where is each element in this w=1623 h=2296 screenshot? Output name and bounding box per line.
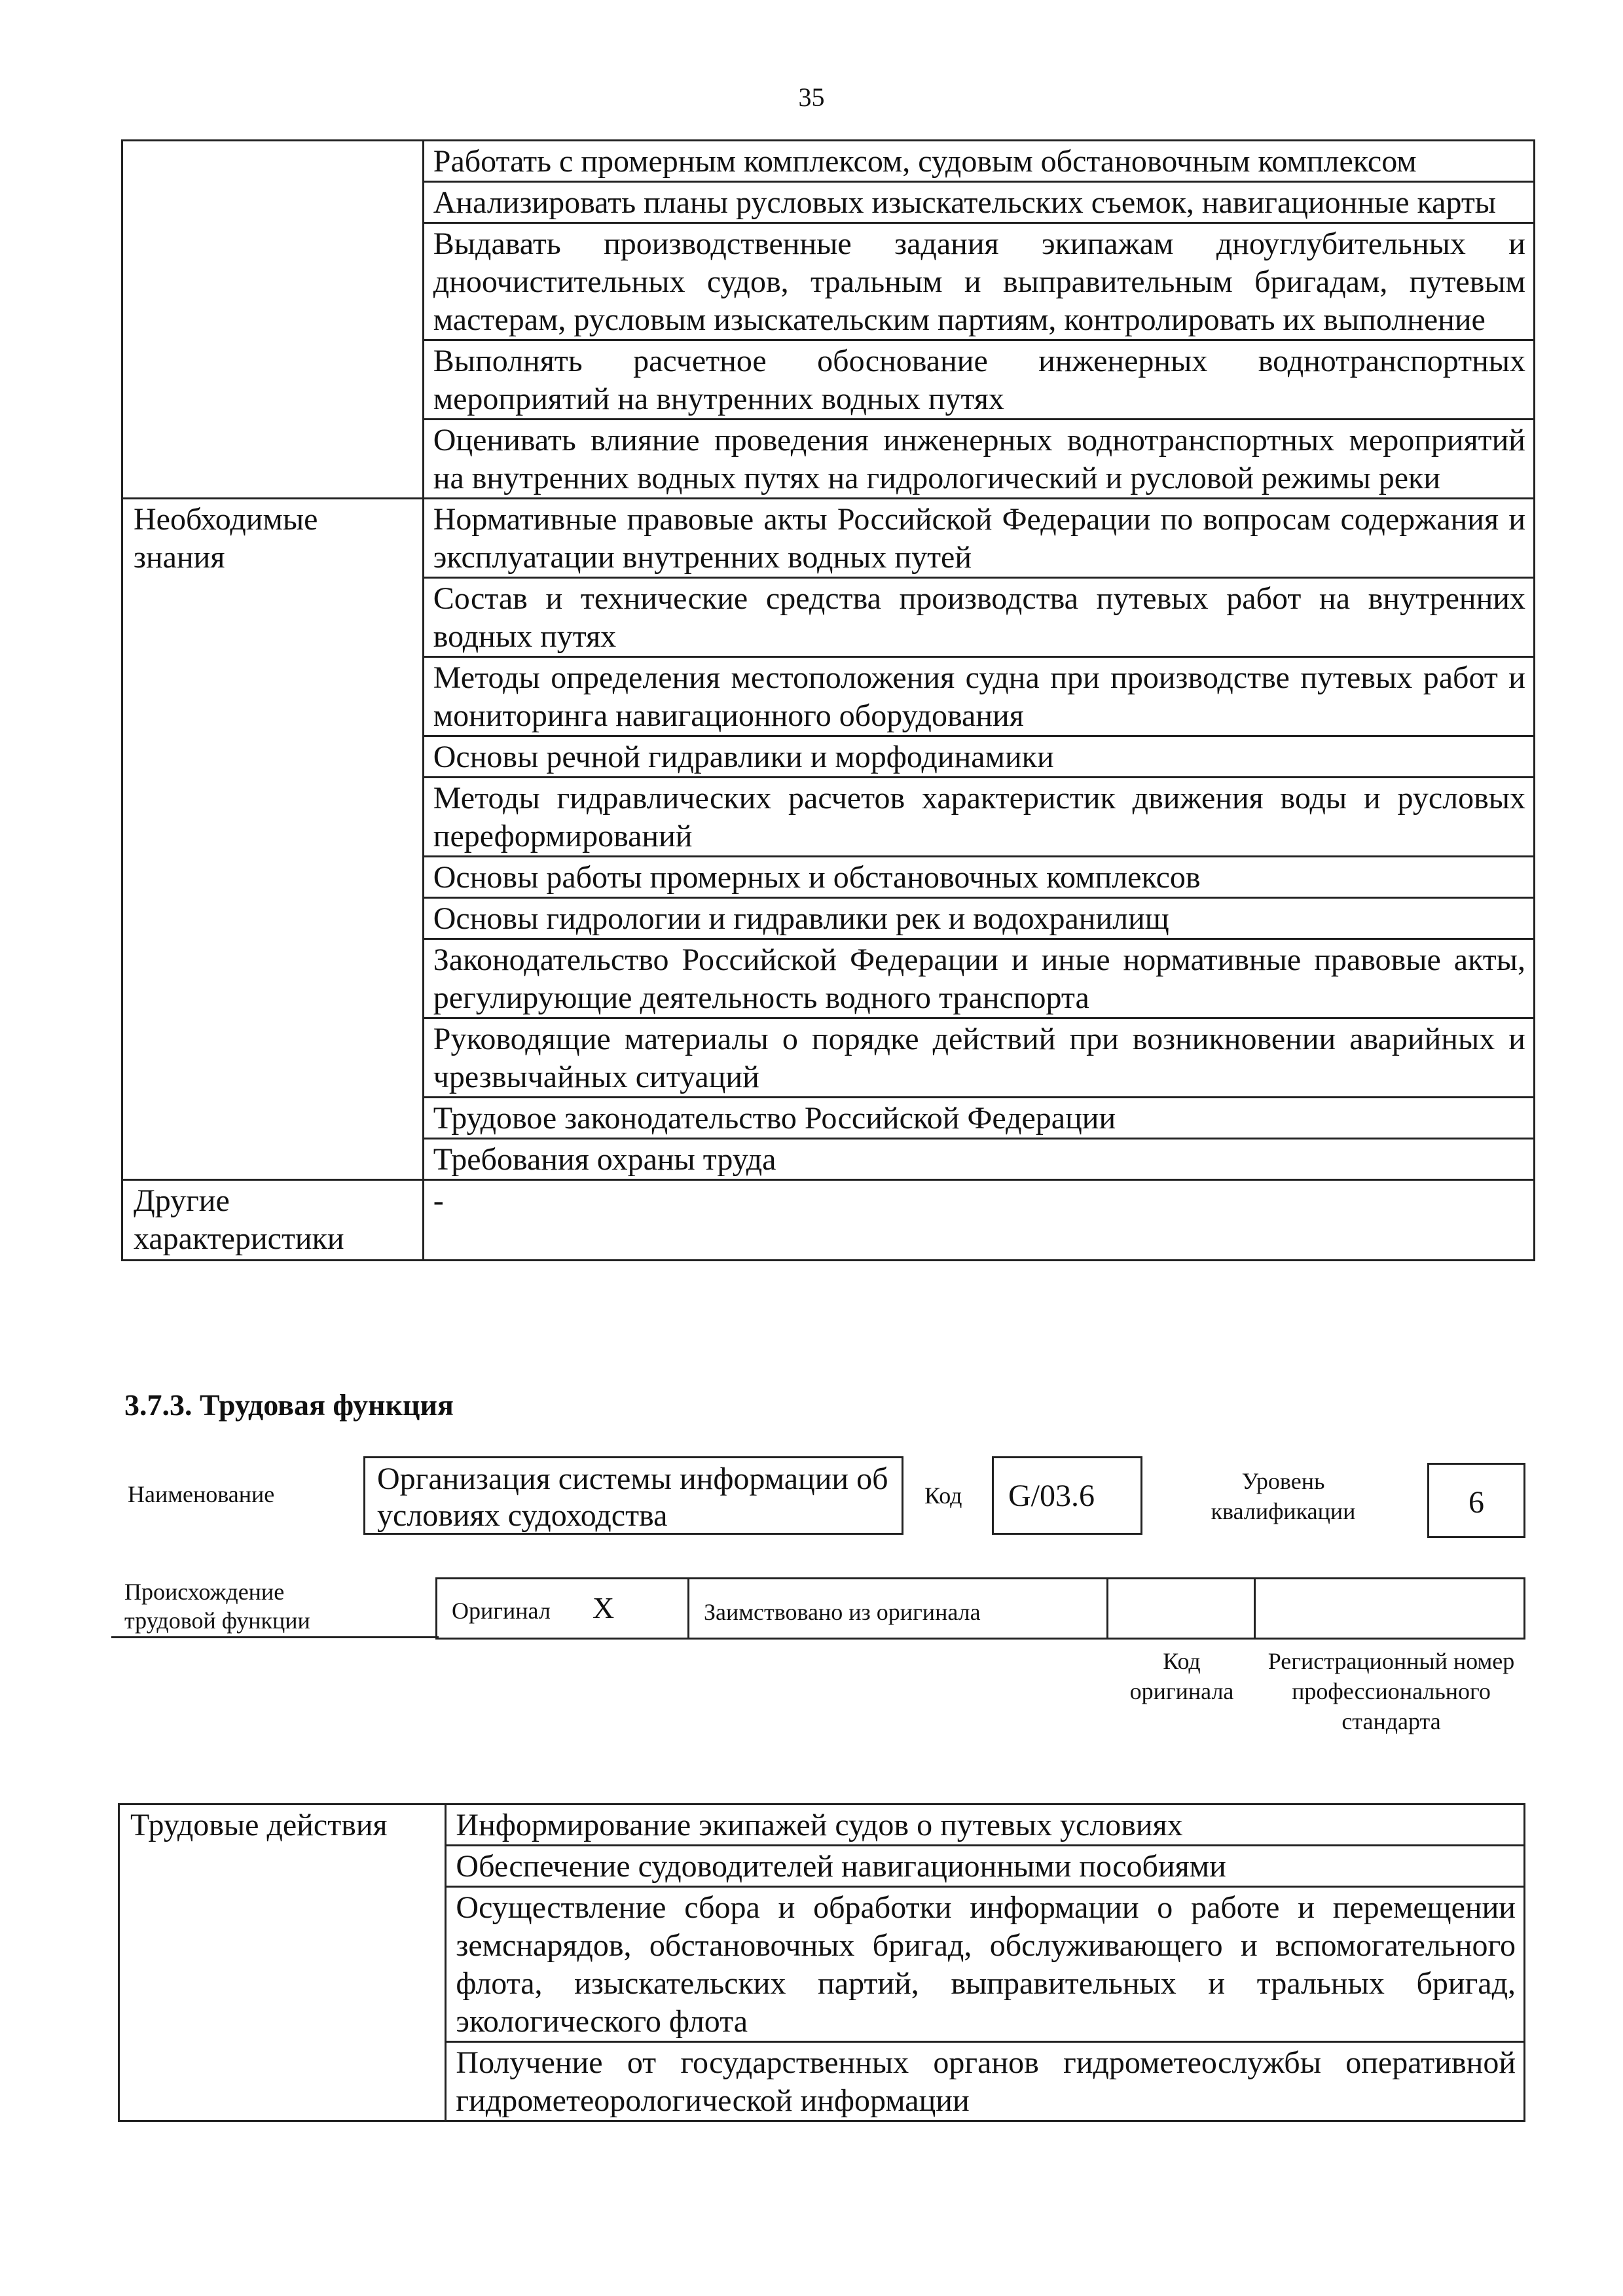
origin-underline bbox=[111, 1636, 439, 1638]
table-row bbox=[119, 1804, 1525, 1846]
knowledge-item: Основы гидрологии и гидравлики рек и водохранилищ bbox=[423, 898, 1534, 939]
action-item: Осуществление сбора и обработки информации о работе и перемещении земснарядов, обстановочных бригад, обслуживающего и вспомогательного флота, изыскательских партий, выправительных и тральных бригад, экологического флота bbox=[446, 1887, 1525, 2042]
orig-code-caption: Код оригинала bbox=[1129, 1648, 1234, 1704]
original-mark: X bbox=[593, 1591, 615, 1624]
name-value: Организация системы информации об условиях судоходства bbox=[377, 1462, 888, 1533]
page-number: 35 bbox=[798, 82, 825, 112]
origin-label: Происхождение трудовой функции bbox=[124, 1579, 310, 1634]
other-value: - bbox=[423, 1180, 1534, 1261]
skills-label-cell bbox=[122, 141, 424, 499]
reg-number-caption: Регистрационный номер профессионального стандарта bbox=[1267, 1648, 1515, 1734]
skill-item: Выдавать производственные задания экипажам дноуглубительных и дноочистительных судов, тральным и выправительным бригадам, путевым мастерам, русловым изыскательским партиям, контролировать их выполнение bbox=[423, 223, 1534, 340]
level-value: 6 bbox=[1468, 1485, 1484, 1520]
actions-label: Трудовые действия bbox=[119, 1804, 446, 2121]
action-item: Обеспечение судоводителей навигационными пособиями bbox=[446, 1846, 1525, 1887]
knowledge-item: Состав и технические средства производства путевых работ на внутренних водных путях bbox=[423, 578, 1534, 657]
level-label: Уровень квалификации bbox=[1211, 1468, 1356, 1524]
knowledge-item: Трудовое законодательство Российской Федерации bbox=[423, 1098, 1534, 1139]
table-row bbox=[122, 499, 1535, 578]
action-item: Получение от государственных органов гидрометеослужбы оперативной гидрометеорологической информации bbox=[446, 2042, 1525, 2121]
borrowed-label: Заимствовано из оригинала bbox=[704, 1599, 981, 1625]
section-title: 3.7.3. Трудовая функция bbox=[124, 1388, 454, 1422]
table-row bbox=[122, 141, 1535, 182]
skill-item: Оценивать влияние проведения инженерных воднотранспортных мероприятий на внутренних водных путях на гидрологический и русловой режимы реки bbox=[423, 420, 1534, 499]
knowledge-item: Нормативные правовые акты Российской Федерации по вопросам содержания и эксплуатации внутренних водных путей bbox=[423, 499, 1534, 578]
knowledge-item: Требования охраны труда bbox=[423, 1139, 1534, 1180]
code-value: G/03.6 bbox=[1008, 1479, 1095, 1513]
knowledge-item: Методы определения местоположения судна при производстве путевых работ и мониторинга навигационного оборудования bbox=[423, 657, 1534, 736]
knowledge-item: Основы работы промерных и обстановочных комплексов bbox=[423, 857, 1534, 898]
action-item: Информирование экипажей судов о путевых условиях bbox=[446, 1804, 1525, 1846]
origin-divider bbox=[1106, 1577, 1108, 1640]
skill-item: Выполнять расчетное обоснование инженерных воднотранспортных мероприятий на внутренних водных путях bbox=[423, 340, 1534, 420]
knowledge-label: Необходимые знания bbox=[122, 499, 424, 1180]
requirements-table bbox=[121, 139, 1535, 1261]
knowledge-item: Руководящие материалы о порядке действий при возникновении аварийных и чрезвычайных ситуаций bbox=[423, 1018, 1534, 1098]
origin-divider bbox=[1254, 1577, 1256, 1640]
level-box bbox=[1427, 1463, 1525, 1538]
original-label: Оригинал bbox=[452, 1598, 551, 1624]
knowledge-item: Методы гидравлических расчетов характеристик движения воды и русловых переформирований bbox=[423, 778, 1534, 857]
code-label: Код bbox=[924, 1482, 962, 1509]
other-label: Другие характеристики bbox=[122, 1180, 424, 1261]
actions-table bbox=[118, 1803, 1525, 2122]
name-label: Наименование bbox=[128, 1481, 275, 1507]
skill-item: Анализировать планы русловых изыскательских съемок, навигационные карты bbox=[423, 182, 1534, 223]
code-box bbox=[992, 1456, 1142, 1535]
name-box bbox=[363, 1456, 903, 1535]
origin-divider bbox=[687, 1577, 689, 1640]
skill-item: Работать с промерным комплексом, судовым обстановочным комплексом bbox=[423, 141, 1534, 182]
table-row bbox=[122, 1180, 1535, 1261]
knowledge-item: Основы речной гидравлики и морфодинамики bbox=[423, 736, 1534, 778]
knowledge-item: Законодательство Российской Федерации и иные нормативные правовые акты, регулирующие деятельность водного транспорта bbox=[423, 939, 1534, 1018]
